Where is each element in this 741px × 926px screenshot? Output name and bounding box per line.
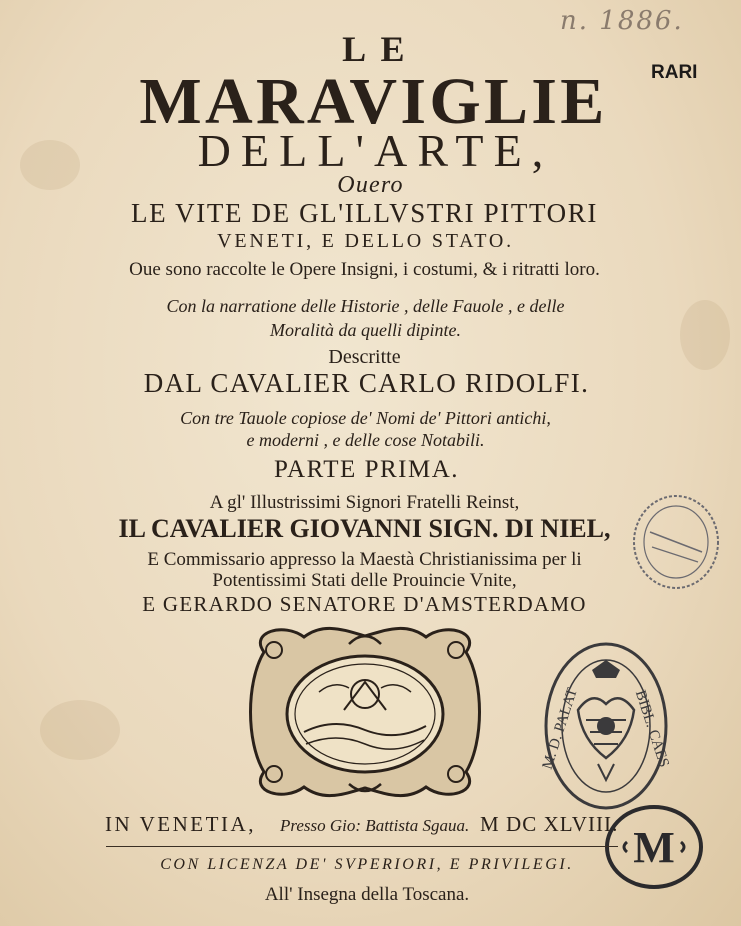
title-line-2: MARAVIGLIE [139, 65, 608, 138]
horizontal-rule [106, 846, 618, 847]
dedication-line-4: Potentissimi Stati delle Prouincie Vnite, [212, 570, 517, 591]
dedication-line-1: A gl' Illustrissimi Signori Fratelli Reinst, [209, 492, 520, 513]
stamp-eagle-icon [542, 640, 670, 812]
stamp-left-text: M. D. PALAT [542, 686, 581, 772]
oval-library-stamp [542, 640, 670, 812]
imprint-printer: Presso Gio: Battista Sgaua. [280, 816, 470, 835]
part-heading: PARTE PRIMA. [273, 456, 460, 483]
title-line-4: Ouero [337, 172, 404, 198]
author-name: DAL CAVALIER CARLO RIDOLFI. [143, 368, 590, 398]
author-prefix: Descritte [328, 346, 401, 368]
dedication-line-2: IL CAVALIER GIOVANNI SIGN. DI NIEL, [118, 514, 611, 543]
printer-emblem [244, 622, 486, 802]
tables-line-1: Con tre Tauole copiose de' Nomi de' Pittori antichi, [180, 408, 551, 428]
license-line: CON LICENZA DE' SVPERIORI, E PRIVILEGI. [160, 856, 574, 873]
paper-stain [40, 700, 120, 760]
dedication-line-3: E Commissario appresso la Maestà Christianissima per li [147, 549, 582, 570]
description-line-2: Con la narratione delle Historie , delle Fauole , e delle [166, 296, 565, 316]
small-library-stamp [630, 492, 722, 592]
title-line-5: LE VITE DE GL'ILLVSTRI PITTORI [131, 198, 598, 228]
rari-label: RARI [651, 62, 698, 83]
title-line-6: VENETI, E DELLO STATO. [217, 230, 514, 252]
description-line-1: Oue sono raccolte le Opere Insigni, i costumi, & i ritratti loro. [129, 259, 600, 280]
stamp-m-letter: M [633, 823, 675, 872]
description-line-3: Moralità da quelli dipinte. [270, 320, 461, 340]
manuscript-inventory-note: n. 1886. [560, 6, 684, 36]
dedication-line-5: E GERARDO SENATORE D'AMSTERDAMO [142, 592, 587, 616]
tables-line-2: e moderni , e delle cose Notabili. [246, 430, 485, 450]
title-line-1: LE [342, 29, 419, 69]
imprint-year: M DC XLVIII. [480, 812, 619, 836]
imprint-city: IN VENETIA, [105, 812, 256, 836]
stamp-right-text: BIBL. CAES [631, 688, 670, 770]
title-line-3: DELL'ARTE, [197, 125, 554, 176]
printer-sign: All' Insegna della Toscana. [264, 884, 470, 905]
